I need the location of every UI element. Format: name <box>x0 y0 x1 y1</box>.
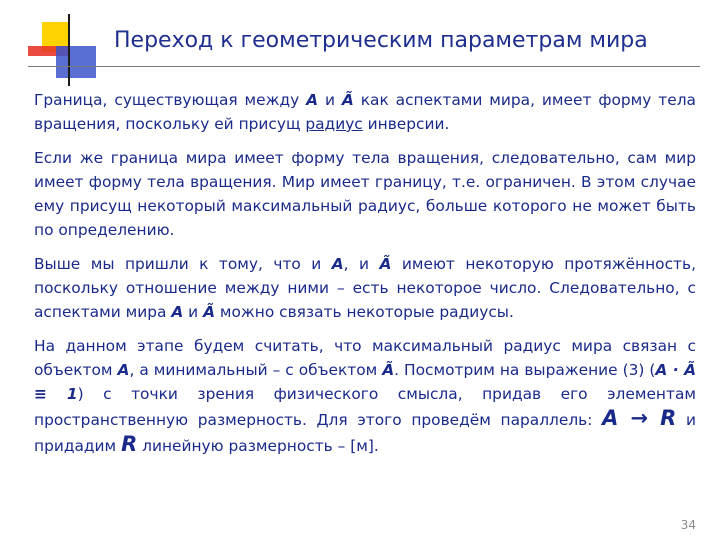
text: . Посмотрим на выражение (3) ( <box>394 361 656 379</box>
underlined-term: радиус <box>305 115 363 133</box>
paragraph-2: Если же граница мира имеет форму тела вращения, следовательно, сам мир имеет форму тела вращения. Мир имеет границу, т.е. ограничен. В этом случае ему присущ некоторый максимальный радиус, больше которого не может быть по определению. <box>34 149 696 239</box>
math-expression: A → R <box>602 406 677 430</box>
text: На данном этапе будем считать, что максимальный радиус мира связан с объектом <box>34 337 696 379</box>
text: имеют некоторую протяжённость, поскольку отношение между ними – есть некоторое число. Следовательно, с аспектами мира <box>34 255 696 321</box>
text: линейную размерность – [м]. <box>137 437 379 455</box>
text: и <box>183 303 204 321</box>
title-divider <box>28 66 700 67</box>
math-symbol: Ã <box>203 303 215 321</box>
text: Граница, существующая между <box>34 91 307 109</box>
decor-blue-square <box>56 46 96 78</box>
math-symbol: A <box>117 361 130 379</box>
text: , а минимальный – с объектом <box>129 361 383 379</box>
text: инверсии. <box>362 115 450 133</box>
math-expression: A · Ã ≡ 1 <box>34 361 696 403</box>
math-symbol: Ã <box>379 255 392 273</box>
text: , и <box>343 255 380 273</box>
slide-body <box>34 88 696 468</box>
math-symbol: Ã <box>341 91 354 109</box>
text: и <box>318 91 342 109</box>
text: ) с точки зрения физического смысла, придав его элементам пространственную размерность. Для этого проведём параллель: <box>34 385 696 429</box>
math-symbol: A <box>331 255 344 273</box>
math-symbol: A <box>306 91 319 109</box>
text: как аспектами мира, имеет форму тела вращения, поскольку ей присущ <box>34 91 696 133</box>
paragraph-3 <box>34 252 696 324</box>
page-number: 34 <box>680 518 696 532</box>
text: можно связать некоторые радиусы. <box>214 303 514 321</box>
paragraph-4 <box>34 334 696 458</box>
paragraph-1 <box>34 88 696 136</box>
text: и придадим <box>34 411 696 455</box>
math-symbol: Ã <box>382 361 395 379</box>
slide-title: Переход к геометрическим параметрам мира <box>114 28 648 53</box>
text: Выше мы пришли к тому, что и <box>34 255 332 273</box>
math-symbol: A <box>171 303 184 321</box>
math-symbol: R <box>121 432 138 456</box>
decor-vertical-line <box>68 14 70 86</box>
